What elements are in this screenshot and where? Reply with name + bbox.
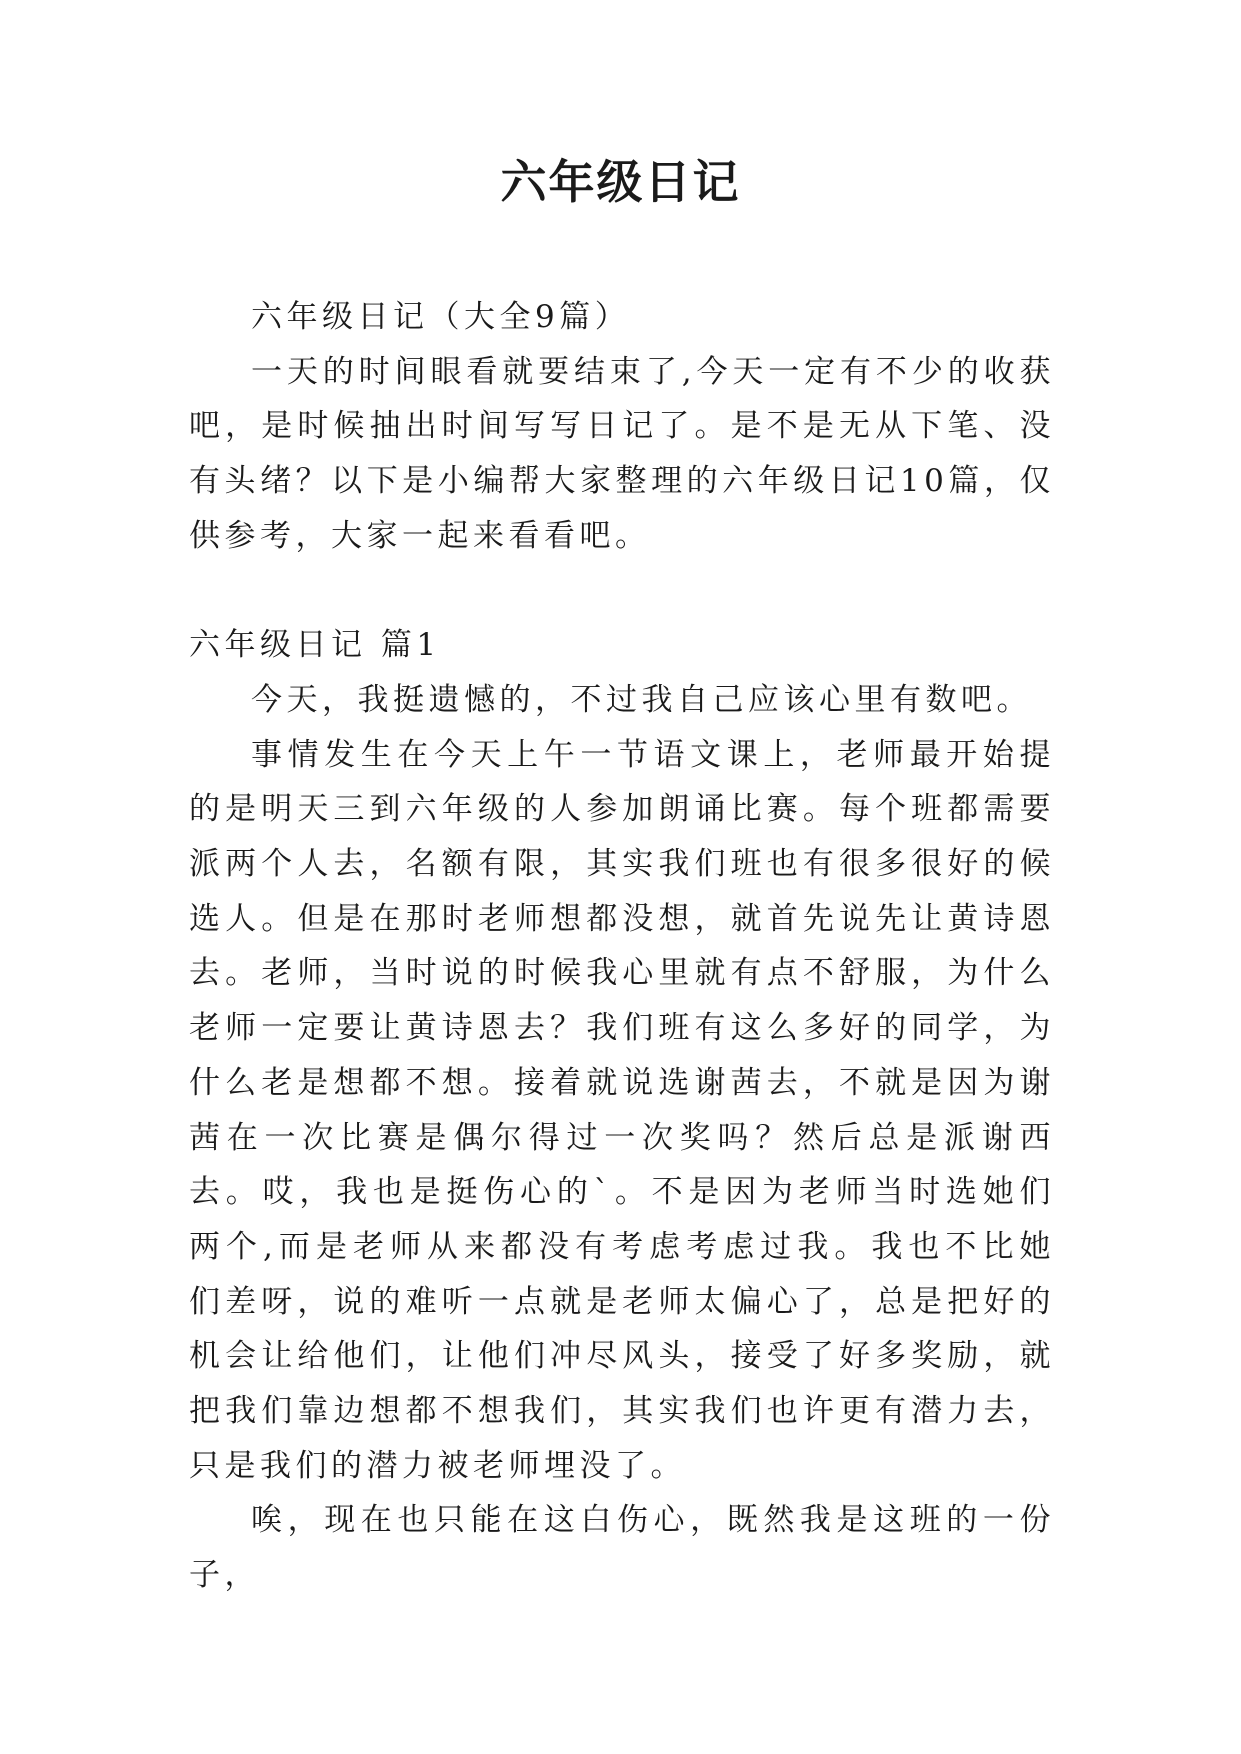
document-title: 六年级日记 bbox=[500, 155, 741, 209]
paragraph-gap bbox=[189, 564, 1055, 619]
body-paragraph: 事情发生在今天上午一节语文课上，老师最开始提的是明天三到六年级的人参加朗诵比赛。每个班都需要派两个人去，名额有限，其实我们班也有很多很好的候选人。但是在那时老师想都没想，就首先说先让黄诗恩去。老师，当时说的时候我心里就有点不舒服，为什么老师一定要让黄诗恩去？我们班有这么多好的同学，为什么老是想都不想。接着就说选谢茜去，不就是因为谢茜在一次比赛是偶尔得过一次奖吗？然后总是派谢西去。哎，我也是挺伤心的`。不是因为老师当时选她们两个,而是老师从来都没有考虑考虑过我。我也不比她们差呀，说的难听一点就是老师太偏心了，总是把好的机会让给他们，让他们冲尽风头，接受了好多奖励，就把我们靠边想都不想我们，其实我们也许更有潜力去，只是我们的潜力被老师埋没了。 bbox=[189, 736, 1055, 1484]
intro-paragraph: 一天的时间眼看就要结束了,今天一定有不少的收获吧，是时候抽出时间写写日记了。是不是无从下笔、没有头绪？以下是小编帮大家整理的六年级日记10篇，仅供参考，大家一起来看看吧。 bbox=[189, 353, 1055, 554]
section-heading: 六年级日记 篇1 bbox=[189, 627, 441, 664]
subtitle-line: 六年级日记（大全9篇） bbox=[251, 299, 631, 335]
document-body bbox=[189, 290, 1055, 1603]
body-paragraph: 唉，现在也只能在这白伤心，既然我是这班的一份子， bbox=[189, 1502, 1055, 1594]
body-paragraph: 今天，我挺遗憾的，不过我自己应该心里有数吧。 bbox=[251, 681, 1032, 718]
